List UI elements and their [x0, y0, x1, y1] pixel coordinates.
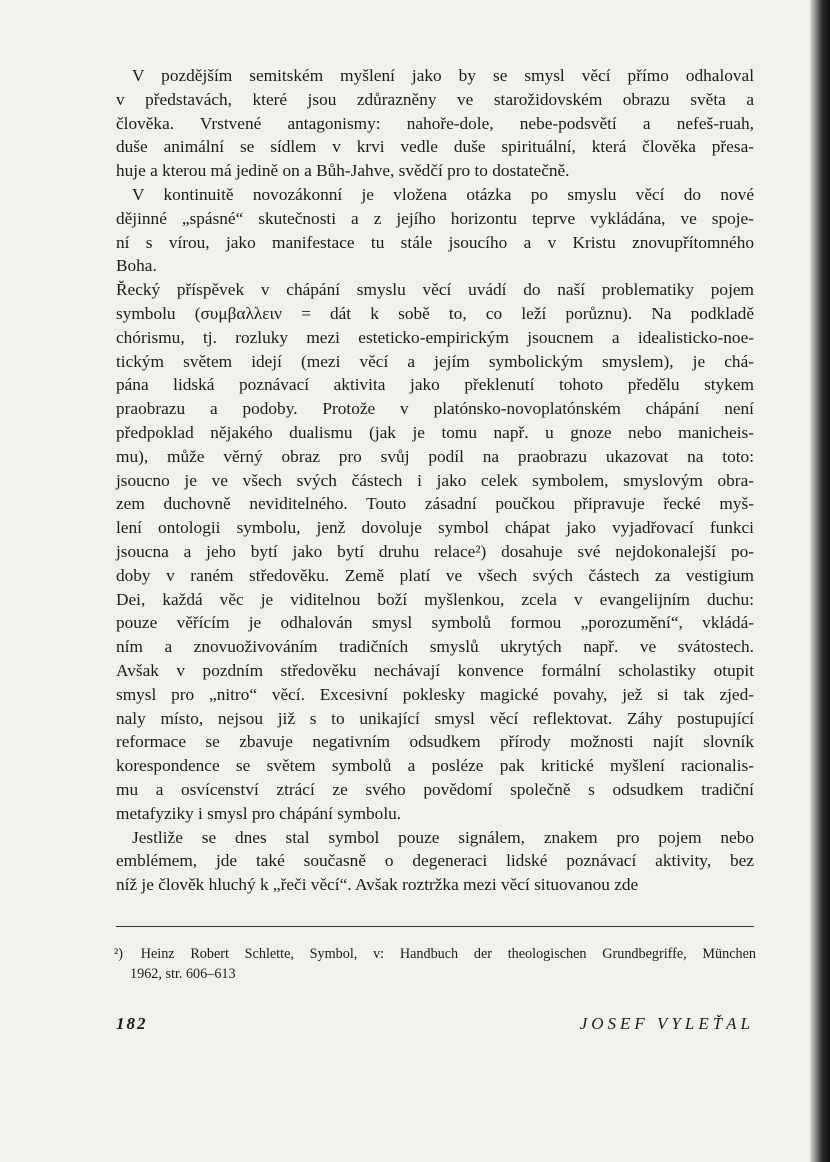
- text-line: člověka. Vrstvené antagonismy: nahoře-dole, nebe-podsvětí a nefeš-ruah,: [116, 113, 754, 133]
- text-line: jsoucno je ve všech svých částech i jako celek symbolem, smyslovým obra-: [116, 470, 754, 490]
- text-line: chórismu, tj. rozluky mezi esteticko-empirickým jsoucnem a idealisticko-noe-: [116, 327, 754, 347]
- footnote-text-1: Heinz Robert Schlette, Symbol, v: Handbuch der theologischen Grundbegriffe, München: [140, 946, 757, 962]
- text-line: Boha.: [116, 256, 157, 276]
- running-author: JOSEF VYLEŤAL: [579, 1014, 754, 1033]
- text-line: doby v raném středověku. Země platí ve všech svých částech za vestigium: [116, 565, 754, 585]
- text-line: dějinné „spásné“ skutečnosti a z jejího horizontu teprve vykládána, ve spoje-: [116, 208, 754, 228]
- text-line: zem duchovně neviditelného. Touto zásadní poučkou připravuje řecké myš-: [116, 494, 754, 514]
- text-line: mu a osvícenství ztrácí ze svého povědomí společně s odsudkem tradiční: [116, 779, 754, 799]
- body-text: [116, 64, 754, 897]
- footnote-mark: ²): [114, 946, 123, 962]
- text-line: reformace se zbavuje negativním odsudkem přírody možnosti najít slovník: [116, 732, 754, 752]
- text-line: emblémem, jde také současně o degeneraci lidské poznávací aktivity, bez: [116, 851, 754, 871]
- footnote-divider: [116, 926, 754, 927]
- text-line: pána lidská poznávací aktivita jako překlenutí tohoto předělu stykem: [116, 375, 754, 395]
- text-line: V kontinuitě novozákonní je vložena otázka po smyslu věcí do nové: [132, 184, 754, 204]
- text-line: korespondence se světem symbolů a posléze pak kritické myšlení racionalis-: [116, 756, 754, 776]
- text-line: smysl pro „nitro“ věcí. Excesivní poklesky magické povahy, jež si tak zjed-: [116, 684, 754, 704]
- text-line: jsoucna a jeho bytí jako bytí druhu relace²) dosahuje své nejdokonalejší po-: [116, 541, 754, 561]
- text-line: ním a znovuoživováním tradičních smyslů ukrytých např. ve svátostech.: [116, 637, 754, 657]
- paragraph: [116, 278, 754, 825]
- text-line: mu), může věrný obraz pro svůj podíl na praobrazu ukazovat na toto:: [116, 446, 754, 466]
- text-line: V pozdějším semitském myšlení jako by se smysl věcí přímo odhaloval: [132, 66, 754, 85]
- text-line: Jestliže se dnes stal symbol pouze signálem, znakem pro pojem nebo: [132, 827, 754, 847]
- paragraph: [116, 826, 754, 897]
- text-line: huje a kterou má jedině on a Bůh-Jahve, svědčí pro to dostatečně.: [116, 161, 570, 181]
- page-edge-shadow: [810, 0, 830, 1162]
- text-line: Řecký příspěvek v chápání smyslu věcí uvádí do naší problematiky pojem: [116, 280, 754, 300]
- footnote-line-2: 1962, str. 606–613: [130, 966, 236, 982]
- text-line: duše animální se sídlem v krvi vedle duše spirituální, která člověka přesa-: [116, 137, 754, 157]
- text-line: praobrazu a podoby. Protože v platónsko-novoplatónském chápání není: [116, 399, 754, 419]
- text-line: symbolu (συμβαλλειν = dát k sobě to, co leží porůznu). Na podkladě: [116, 303, 754, 323]
- text-line: v představách, které jsou zdůrazněny ve starožidovském obrazu světa a: [116, 89, 754, 109]
- text-line: metafyziky i smysl pro chápání symbolu.: [116, 803, 402, 823]
- text-line: naly místo, nejsou již s to unikající smysl věcí reflektovat. Záhy postupující: [116, 708, 754, 728]
- text-line: tickým světem idejí (mezi věcí a jejím symbolickým smyslem), je chá-: [116, 351, 754, 371]
- text-line: předpoklad nějakého dualismu (jak je tomu např. u gnoze nebo manicheis-: [116, 422, 754, 442]
- footnote-line-1: [116, 944, 756, 964]
- text-line: Dei, každá věc je viditelnou boží myšlenkou, zcela v evangelijním duchu:: [116, 589, 754, 609]
- text-line: lení ontologii symbolu, jenž dovoluje symbol chápat jako vyjadřovací funkci: [116, 518, 754, 538]
- text-line: ní s vírou, jako manifestace tu stále jsoucího a v Kristu znovupřítomného: [116, 232, 754, 252]
- text-line: Avšak v pozdním středověku nechávají konvence formální scholastiky otupit: [116, 660, 754, 680]
- text-line: pouze věřícím je odhalován smysl symbolů formou „porozumění“, vkládá-: [116, 613, 754, 633]
- page-number: 182: [116, 1014, 148, 1033]
- text-line: níž je člověk hluchý k „řeči věcí“. Avšak roztržka mezi věcí situovanou zde: [116, 875, 639, 895]
- footnote: [116, 944, 756, 984]
- paragraph: [116, 64, 754, 183]
- paragraph: [116, 183, 754, 278]
